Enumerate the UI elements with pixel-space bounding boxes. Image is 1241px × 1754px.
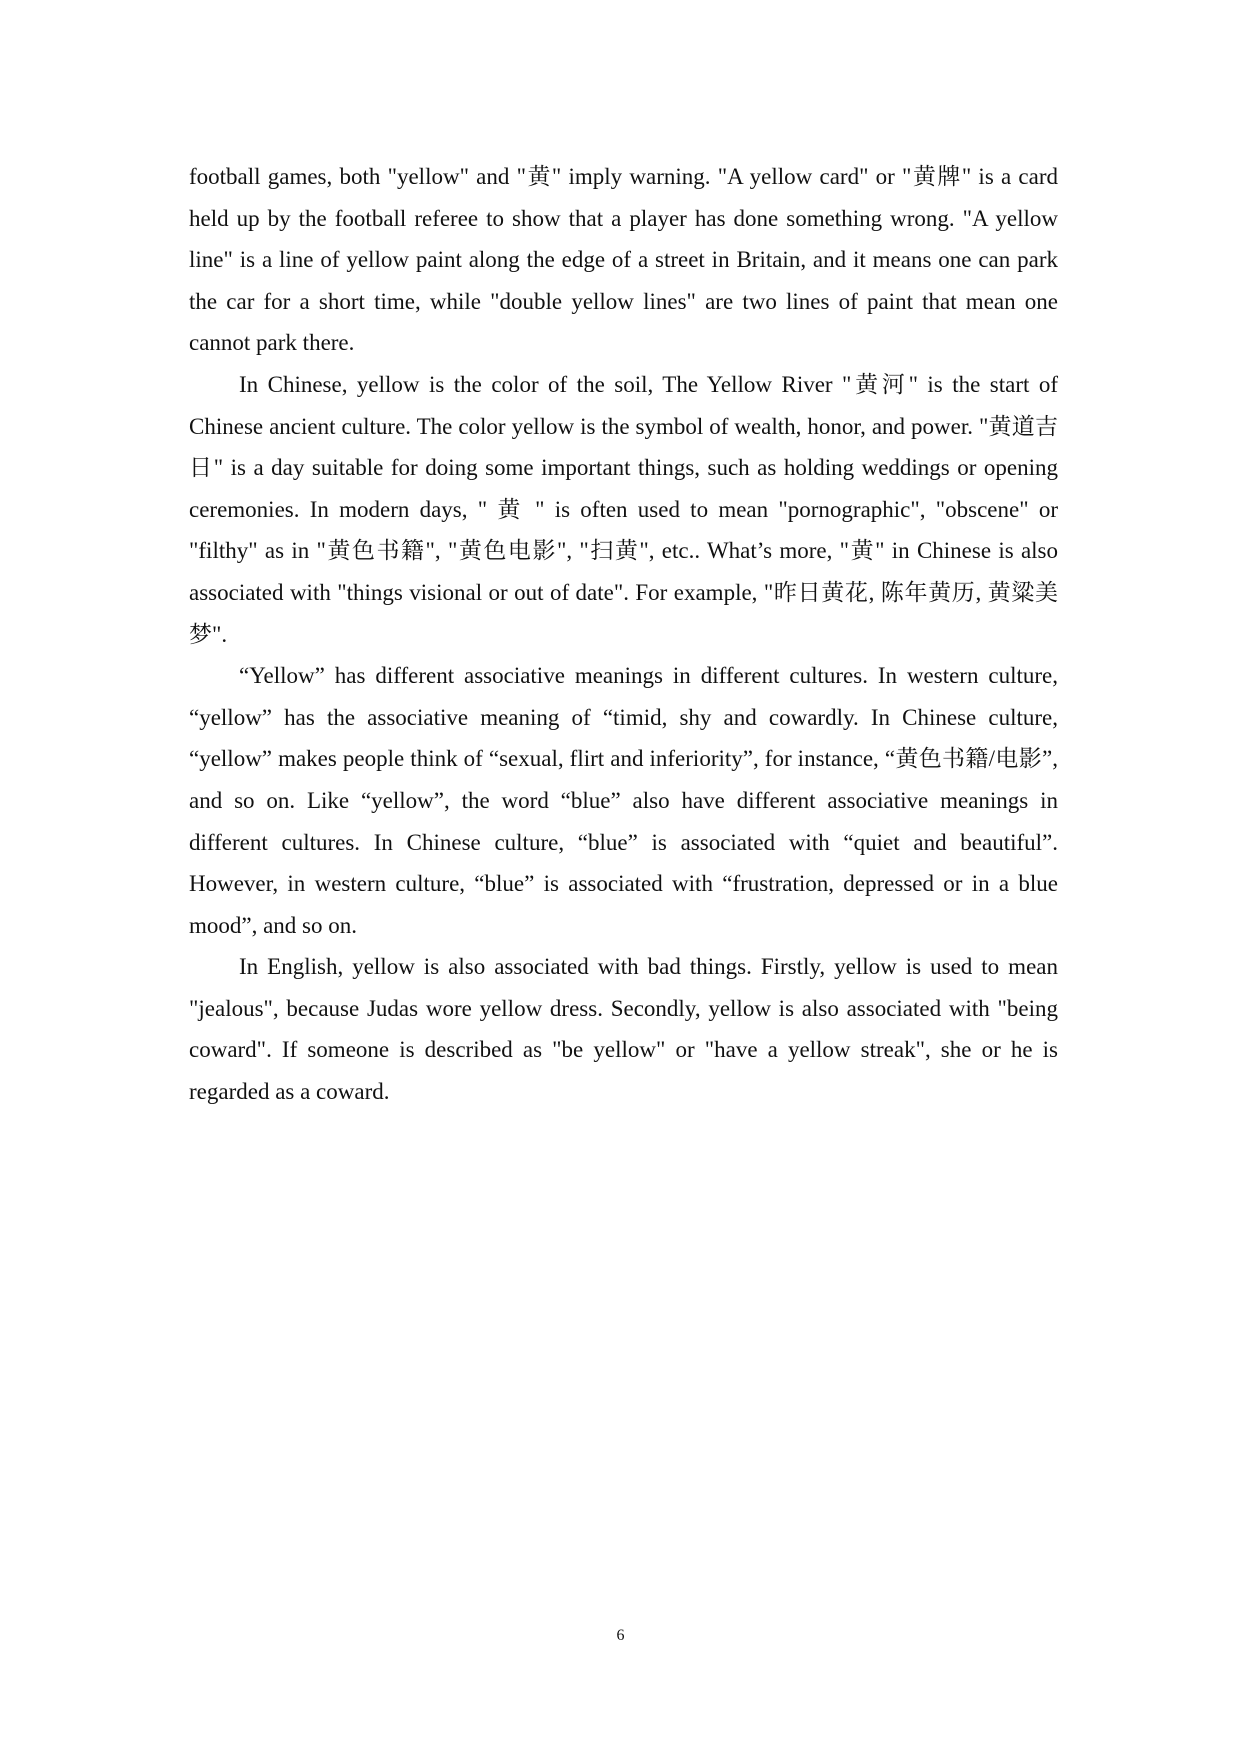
paragraph-english-yellow: In English, yellow is also associated with bad things. Firstly, yellow is used to mean "jealous", because Judas wore yellow dress. Secondly, yellow is also associated with "being coward". If someone is described as "be yellow" or "have a yellow streak", she or he is regarded as a coward. — [189, 954, 1058, 1105]
paragraph-football-warning: football games, both "yellow" and "黄" imply warning. "A yellow card" or "黄牌" is a card held up by the football referee to show that a player has done something wrong. "A yellow line" is a line of yellow paint along the edge of a street in Britain, and it means one can park the car for a short time, while "double yellow lines" are two lines of paint that mean one cannot park there. — [189, 164, 1058, 356]
paragraph-associative-meanings: “Yellow” has different associative meanings in different cultures. In western culture, “yellow” has the associative meaning of “timid, shy and cowardly. In Chinese culture, “yellow” makes people think of “sexual, flirt and inferiority”, for instance, “黄色书籍/电影”, and so on. Like “yellow”, the word “blue” also have different associative meanings in different cultures. In Chinese culture, “blue” is associated with “quiet and beautiful”. However, in western culture, “blue” is associated with “frustration, depressed or in a blue mood”, and so on. — [189, 663, 1058, 938]
paragraph-chinese-yellow: In Chinese, yellow is the color of the soil, The Yellow River "黄河" is the start of Chinese ancient culture. The color yellow is the symbol of wealth, honor, and power. "黄道吉日" is a day suitable for doing some important things, such as holding weddings or opening ceremonies. In modern days, " 黄 " is often used to mean "pornographic", "obscene" or "filthy" as in "黄色书籍", "黄色电影", "扫黄", etc.. What’s more, "黄" in Chinese is also associated with "things visional or out of date". For example, "昨日黄花, 陈年黄历, 黄粱美梦". — [189, 371, 1058, 647]
page-number: 6 — [616, 1627, 625, 1644]
body-text — [189, 156, 1058, 1113]
